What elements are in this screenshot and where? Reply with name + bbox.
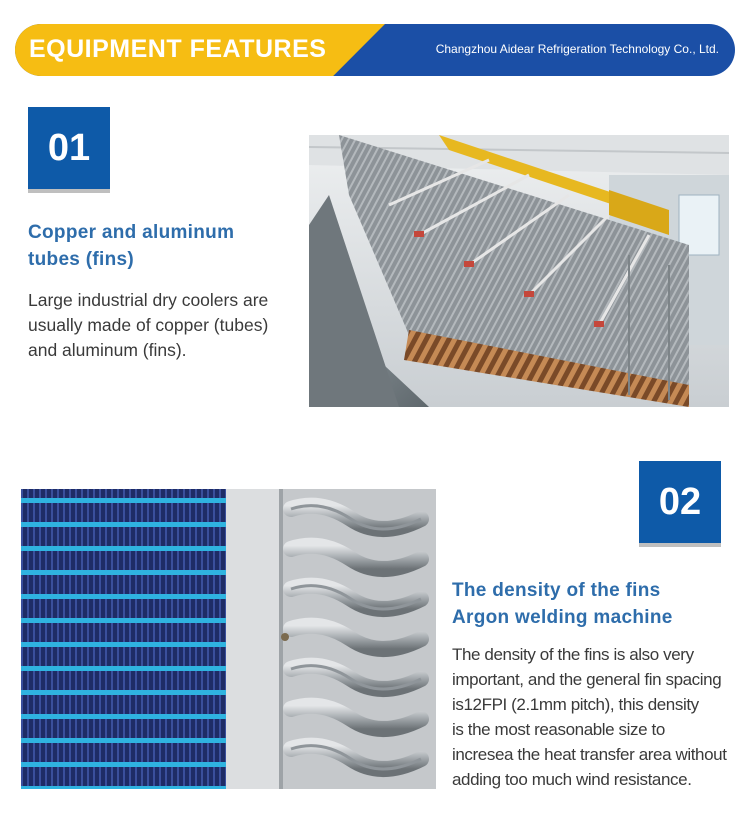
feature-1-description <box>28 288 308 363</box>
header-banner <box>15 24 735 76</box>
feature-1-line: usually made of copper (tubes) <box>28 315 269 335</box>
dry-cooler-photo <box>309 135 729 407</box>
feature-1-line: Large industrial dry coolers are <box>28 290 269 310</box>
feature-2-heading-line1: The density of the fins <box>452 580 661 601</box>
feature-2-line: is the most reasonable size to <box>452 720 665 739</box>
company-name: Changzhou Aidear Refrigeration Technology Co., Ltd. <box>435 42 719 56</box>
banner-title: EQUIPMENT FEATURES <box>29 35 327 63</box>
feature-2-heading <box>452 577 673 631</box>
feature-number-02: 02 <box>639 461 721 543</box>
feature-2-heading-line2: Argon welding machine <box>452 607 673 628</box>
fins-and-tubes-photo <box>21 489 436 789</box>
feature-number-01: 01 <box>28 107 110 189</box>
dry-cooler-illustration <box>309 135 729 407</box>
feature-2-line: adding too much wind resistance. <box>452 770 692 789</box>
feature-2-line: incresea the heat transfer area without <box>452 745 727 764</box>
feature-1-line: and aluminum (fins). <box>28 340 187 360</box>
feature-2-line: important, and the general fin spacing <box>452 670 722 689</box>
feature-1-heading <box>28 219 234 273</box>
feature-2-description <box>452 642 748 792</box>
fins-tubes-illustration <box>21 489 436 789</box>
feature-2-line: is12FPI (2.1mm pitch), this density <box>452 695 699 714</box>
feature-1-heading-line2: tubes (fins) <box>28 249 134 270</box>
feature-1-heading-line1: Copper and aluminum <box>28 222 235 243</box>
feature-2-line: The density of the fins is also very <box>452 645 694 664</box>
